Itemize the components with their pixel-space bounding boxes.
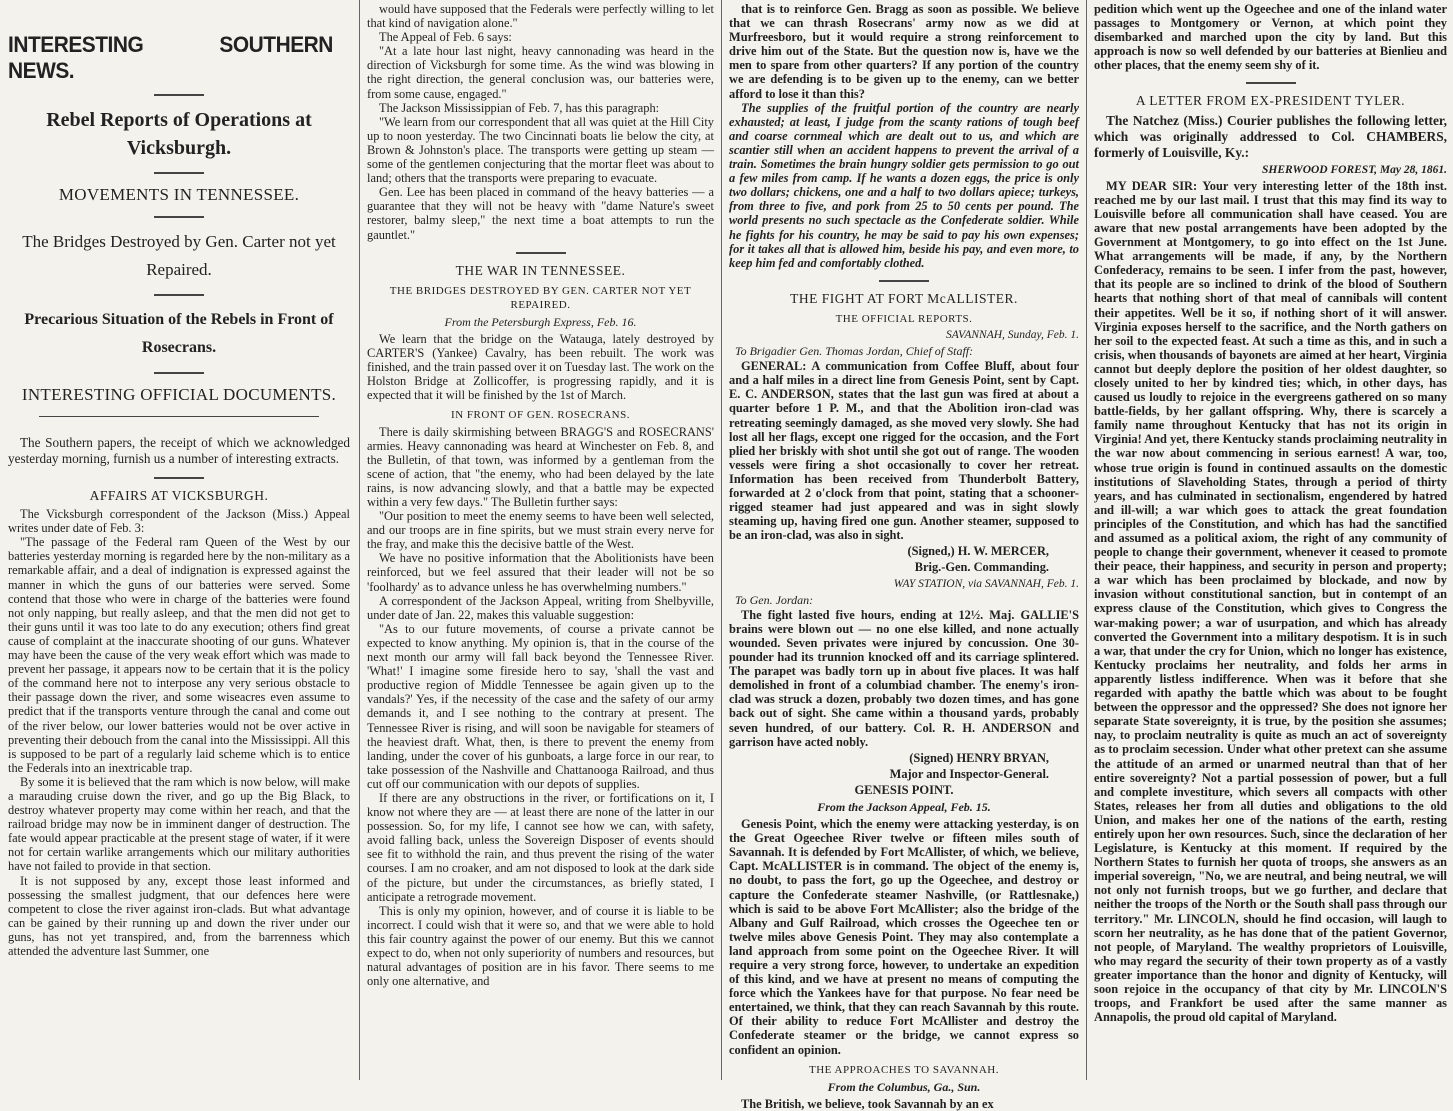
article-paragraph: There is daily skirmishing between BRAGG'S and ROSECRANS' armies. Heavy cannonading was heard at Winchester on Feb. 8, and the Bulletin, of that town, was informed by a gentleman from the scene of action, that "the enemy, who had been delayed by the late rains, is now advancing slowly, and that a battle may be expected within a very few days." The Bulletin further says:	[367, 424, 714, 509]
article-paragraph: GENERAL: A communication from Coffee Bluff, about four and a half miles in a direct line from Genesis Point, sent by Capt. E. C. ANDERSON, states that the last gun was fired at about a quarter before 1 P. M., and that the Abolition iron-clad was retreating seemingly damaged, as she moved very slowly. She had lost all her flags, except one rigged for the occasion, and the Fort plied her briskly with shot until she got out of range. The wooden vessels were firing a shot occasionally to cover her retreat. Information has been received from Thunderbolt Battery, forwarded at 2 o'clock from that point, stating that a schooner-rigged steamer had just appeared and was in sight slowly steaming up, having fired one gun. Another steamer, supposed to be an iron-clad, was also in sight.	[729, 359, 1079, 543]
article-paragraph: The Natchez (Miss.) Courier publishes the following letter, which was originally addressed to Col. CHAMBERS, formerly of Louisville, Ky.:	[1094, 112, 1447, 160]
article-paragraph: "The passage of the Federal ram Queen of the West by our batteries yesterday morning is regarded here by the non-military as a remarkable affair, and a deal of indignation is expressed against the manner in which the guns of our batteries were served. Some contend that those who were in charge of the batteries were found not only napping, but really asleep, and that the men did not get to their guns until it was too late to do any execution; others find great cause of complaint at the inaccurate shooting of our guns. Whatever may have been the cause of the very weak effort which was made to prevent her passage, it appears now to be certain that it is the policy of the command here not to interpose any very serious obstacle to their passage down the river, and some wiseacres even assume to predict that if the transports venture through the canal and come out of the river below, our lower batteries would not be over active in preventing their debouch from the canal into the Mississippi. All this is supposed to be part of a regularly laid scheme which is to entice the Federals into an inextricable trap.	[8, 535, 350, 775]
source-line: From the Jackson Appeal, Feb. 15.	[817, 799, 991, 814]
subheading-rosecrans: IN FRONT OF GEN. ROSECRANS.	[451, 409, 630, 422]
dateline: SAVANNAH, Sunday, Feb. 1.	[945, 328, 1079, 341]
divider	[154, 372, 204, 374]
source-line: From the Petersburgh Express, Feb. 16.	[444, 314, 637, 329]
article-paragraph: The British, we believe, took Savannah by an ex	[741, 1096, 994, 1111]
subheading-bridges: THE BRIDGES DESTROYED BY GEN. CARTER NOT YET REPAIRED.	[389, 284, 692, 311]
divider	[154, 477, 204, 479]
signature-title: Brig.-Gen. Commanding.	[914, 560, 1049, 575]
divider	[1246, 82, 1296, 84]
column-rule	[721, 0, 722, 1080]
article-paragraph: Gen. Lee has been placed in command of the heavy batteries — a guarantee that they will not be heavy with "dame Nature's sweet restorer, balmy sleep," the next time a boat attempts to run the gauntlet."	[367, 185, 714, 242]
column-rule	[1086, 0, 1087, 1080]
article-paragraph: The supplies of the fruitful portion of the country are nearly exhausted; at least, I judge from the scanty rations of tough beef and coarse cornmeal which are dealt out to us, and which are scantier still when an accident happens to prevent the arrival of a train. Sometimes the brain hungry soldier gets permission to go out a few miles from camp. If he wants a dozen eggs, the price is only two dollars; chickens, one and a half to two dollars apiece; turkeys, from three to five, and pork from 25 to 50 cents per pound. The world presents no such spectacle as the Confederate soldier. While he fights for his country, he may be said to pay his own expenses; for it takes all that is allowed him, beside his pay, and even more, to keep him fed and comfortably clothed.	[729, 100, 1079, 270]
dateline: SHERWOOD FOREST, May 28, 1861.	[1262, 163, 1447, 176]
divider	[154, 294, 204, 296]
signature-title: Major and Inspector-General.	[889, 766, 1049, 781]
article-paragraph: The Appeal of Feb. 6 says:	[379, 30, 512, 45]
article-paragraph: "We learn from our correspondent that all was quiet at the Hill City up to noon yesterday. The two Cincinnati boats lie below the city, at Brown & Johnston's place. The transports were getting up steam — some of the gentlemen conjecturing that the mortar fleet was about to land; others that the transports were preparing to evacuate.	[367, 114, 714, 186]
deck-official-documents: INTERESTING OFFICIAL DOCUMENTS.	[21, 385, 337, 404]
article-paragraph: MY DEAR SIR: Your very interesting letter of the 18th inst. reached me by our last mail. I trust that this may find its way to Louisville before all communication shall have ceased. You are aware that new postal arrangements have been adopted by the Government at Montgomery, to go into effect on the 1st June. What arrangements will be made, if any, by the Northern Confederacy, remains to be seen. I infer from the past, however, that its people are so inclined to drink of the blood of Southern hearts that nothing short of that meal of cannibals will content their appetites. Well be it so, if nothing short of it will answer. Virginia exposes herself to the sacrifice, and the North gathers on her soil to the expected feast. At such a time as this, and in such a crisis, when thousands of bayonets are aimed at her heart, Virginia cannot but deeply deplore the position of her oldest daughter, so closely united to her by kindred ties; which, in other days, has caused us loudly to rejoice in the evergreens gathered on so many battle-fields, by her gallant offspring. Why, there is scarcely a family name throughout Kentucky that has not its origin in Virginia! And yet, there Kentucky stands proclaiming neutrality in the war now about commencing in serious earnest! A war, too, whose true origin is found in continued assaults on the domestic institutions of Slaveholding States, through a period of thirty years, and has culminated in sectionalism, engendered by hatred and ill-will; a war which goes to attack the great foundation principles of the Constitution, and which has had the sanctified and assumed as a political axiom, the right of any community of people to change their government, whenever it ceased to promote their peace, their happiness, and security in person and property; a war which has been proclaimed by blockade, and now by invasion without constitutional sanction, but in contempt of an express clause of the Constitution, which gives to Congress the war-making power; a war of usurpation, and which has already converted the Government into a military despotism. It is in such a war, that under the cry for Union, which no longer has existence, Kentucky proclaims her neutrality, and folds her arms in apparently listless indifference. When was it before that she regarded with apathy the battle which was about to be fought between the oppressor and the oppressed? She does not ignore her separate State sovereignty, it is true, by the position she assumes; nay, to proclaim neutrality is quite as much an act of sovereignty as to proclaim secession. Under what other pretext can she assume the attitude of an armed or unarmed neutral than that of her entire sovereignty? Not a partial possession of power, but a full and complete investiture, which severs all compacts with other States, releases her from all duties and obligations to the old Union, and makes her one of the nations of the earth, resting entirely upon her own resources. Such, since the declaration of her Legislature, is Kentucky at this moment. If required by the Northern States to furnish her quota of troops, she answers as an imperial sovereign, "No, we are neutral, and being neutral, we will not only not furnish troops, but we go further, and declare that neither the troops of the North or the South shall pass through our territory." Mr. LINCOLN, should he find occasion, will laugh to scorn her neutrality, as he has done that of the patient Governor, not people, of Maryland. The wealthy proprietors of Louisville, who may regard the security of their town property as of a vastly greater importance than the honor and dignity of Kentucky, will soon rejoice in the occupancy of that city by Mr. LINCOLN'S troops, and Frankfort be used after the same manner as Annapolis, the proud old capital of Maryland.	[1094, 178, 1447, 1025]
article-paragraph: The fight lasted five hours, ending at 12½. Maj. GALLIE'S brains were blown out — no one else killed, and none actually wounded. Seven privates were injured by concussion. One 30-pounder had its trunnion knocked off and its carriage splintered. The parapet was badly torn up in about five places. It was half demolished in front of a columbiad chamber. The enemy's iron-clad was struck a dozen, probably two dozen times, and has gone back out of sight. She came within a thousand yards, probably seven hundred, of our battery. Col. R. H. ANDERSON and garrison have acted nobly.	[729, 607, 1079, 749]
article-paragraph: The Jackson Mississippian of Feb. 7, has this paragraph:	[379, 100, 660, 115]
article-paragraph: pedition which went up the Ogeechee and one of the inland water passages to Montgomery or Vernon, at which point they disembarked and marched upon the city by land. But this approach is now so well defended by our batteries at Bienlieu and other places, that the enemy seem shy of it.	[1094, 2, 1447, 73]
column-rule	[359, 0, 360, 1080]
divider	[154, 94, 204, 96]
article-paragraph: "As to our future movements, of course a private cannot be expected to know anything. My opinion is, that in the course of the next month our army will fall back beyond the Tennessee River. 'What!' I imagine some fireside hero to say, 'shall the vast and productive region of Middle Tennessee be again given up to the vandals?' Yes, if the necessity of the case and the safety of our army demands it, and I see nothing to the contrary at present. The Tennessee River is rising, and will soon be navigable for steamers of the heaviest draft. What, then, is there to prevent the enemy from landing, under the cover of his gunboats, a large force in our rear, to take possession of the Nashville and Chattanooga Railroad, and thus cut off our communication with our depots of supplies.	[367, 621, 714, 791]
article-paragraph: A correspondent of the Jackson Appeal, writing from Shelbyville, under date of Jan. 22, makes this valuable suggestion:	[367, 593, 714, 622]
article-paragraph: We learn that the bridge on the Watauga, lately destroyed by CARTER'S (Yankee) Cavalry, has been rebuilt. The work was finished, and the train passed over it on Tuesday last. The work on the Holston Bridge at Zollicoffer, is progressing rapidly, and it is expected that it will be finished by the 1st of March.	[367, 331, 714, 403]
article-paragraph: This is only my opinion, however, and of course it is liable to be incorrect. I could wish that it were so, and that we were able to hold this fair country against the power of our enemy. But this we cannot expect to do, when not only superiority of numbers and resources, but natural advantages of position are in his favor. There seems to me only one alternative, and	[367, 903, 714, 989]
main-headline: INTERESTING SOUTHERN NEWS.	[8, 32, 333, 83]
signature: (Signed) HENRY BRYAN,	[909, 750, 1049, 765]
divider	[516, 252, 566, 254]
article-paragraph: We have no positive information that the Abolitionists have been reinforced, but we feel assured that their leader will not be so 'foolhardy' as to advance unless he has overwhelming numbers."	[367, 551, 714, 594]
article-paragraph: The Vicksburgh correspondent of the Jackson (Miss.) Appeal writes under date of Feb. 3:	[8, 507, 350, 536]
article-paragraph: would have supposed that the Federals were perfectly willing to let that kind of navigation alone."	[367, 2, 714, 31]
section-affairs-vicksburgh: AFFAIRS AT VICKSBURGH.	[89, 488, 269, 503]
lead-paragraph: The Southern papers, the receipt of which we acknowledged yesterday morning, furnish us a number of interesting extracts.	[8, 435, 350, 466]
source-line: From the Columbus, Ga., Sun.	[827, 1079, 981, 1094]
article-paragraph: It is not supposed by any, except those least informed and possessing the smallest judgment, that our defences here were competent to close the river against iron-clads. But what advantage can be gained by their running up and down the river under our guns, has not yet transpired, and, from the barrenness which attended the adventure last Summer, one	[8, 873, 350, 958]
column-4	[1088, 0, 1453, 1080]
divider	[879, 280, 929, 282]
divider	[154, 172, 204, 174]
column-2	[361, 0, 720, 1080]
dateline: WAY STATION, via SAVANNAH, Feb. 1.	[893, 577, 1079, 590]
section-tyler-letter: A LETTER FROM EX-PRESIDENT TYLER.	[1135, 93, 1406, 109]
section-war-in-tennessee: THE WAR IN TENNESSEE.	[455, 262, 626, 278]
addressee: To Gen. Jordan:	[735, 592, 814, 607]
article-paragraph: Genesis Point, which the enemy were attacking yesterday, is on the Great Ogeechee River twelve or fifteen miles south of Savannah. It is defended by Fort McAllister, of which, we believe, Capt. McALLISTER is in command. The object of the enemy is, no doubt, to pass the fort, go up the Ogeechee, and destroy or capture the Confederate steamer Nashville, (or Rattlesnake,) which is said to be above Fort McAllister; also the bridge of the Albany and Gulf Railroad, which crosses the Ogeechee ten or twelve miles above Genesis Point. They may also contemplate a land approach from some point on the Ogeechee River. It will require a very strong force, however, to undertake an expedition of this kind, and we have at present no means of computing the force which the Yankees have for that purpose. No fear need be entertained, we think, that they can reach Savannah by this route. Of their ability to reduce Fort McAllister and destroy the Confederate steamer or the bridge, we cannot express so confident an opinion.	[729, 817, 1079, 1057]
subheading-genesis-point: GENESIS POINT.	[854, 782, 954, 797]
deck-tennessee: MOVEMENTS IN TENNESSEE.	[58, 185, 300, 204]
addressee: To Brigadier Gen. Thomas Jordan, Chief of Staff:	[735, 344, 974, 359]
deck-rosecrans: Precarious Situation of the Rebels in Front of Rosecrans.	[24, 311, 334, 356]
divider	[39, 416, 319, 417]
signature: (Signed,) H. W. MERCER,	[907, 544, 1049, 559]
column-3	[723, 0, 1085, 1111]
article-paragraph: "At a late hour last night, heavy cannonading was heard in the direction of Vicksburgh for some time. As the wind was blowing in the right direction, the general conclusion was, our batteries were, from some cause, engaged."	[367, 44, 714, 101]
deck-bridges: The Bridges Destroyed by Gen. Carter not yet Repaired.	[22, 232, 336, 279]
article-paragraph: "Our position to meet the enemy seems to have been well selected, and our troops are in fine spirits, but we must strain every nerve for the fray, and make this the decisive battle of the West.	[367, 509, 714, 552]
subheading-official-reports: THE OFFICIAL REPORTS.	[835, 312, 973, 325]
article-paragraph: that is to reinforce Gen. Bragg as soon as possible. We believe that we can thrash Rosecrans' army now as we did at Murfreesboro, but it would require a strong reinforcement to drive him out of the State. But the question now is, have we the men to spare from other quarters? If any portion of the country we are defending is to be given up to the enemy, can we better afford to lose it than this?	[729, 2, 1079, 101]
subheading-approaches: THE APPROACHES TO SAVANNAH.	[809, 1063, 999, 1076]
column-1	[0, 0, 358, 1080]
deck-vicksburgh: Rebel Reports of Operations at Vicksburgh.	[46, 109, 312, 159]
article-paragraph: By some it is believed that the ram which is now below, will make a marauding cruise down the river, and go up the Big Black, to destroy whatever property may come within her reach, and that the railroad bridge may now be in imminent danger of destruction. The fate would appear practicable at the present stage of water, if it were not for certain warlike arrangements which our military authorities have not failed to provide in that section.	[8, 774, 350, 874]
section-fort-mcallister: THE FIGHT AT FORT McALLISTER.	[790, 290, 1018, 306]
divider	[154, 216, 204, 218]
article-paragraph: If there are any obstructions in the river, or fortifications on it, I know not where they are — at least there are none of the latter in our possession. So, for my life, I cannot see how we can, with safety, avoid falling back, unless the Sovereign Disposer of events should see fit to withhold the rain, and thus prevent the rising of the water courses. I am no croaker, and am not disposed to look at the dark side of the picture, but under the circumstances, as briefly stated, I anticipate a retrograde movement.	[367, 790, 714, 904]
